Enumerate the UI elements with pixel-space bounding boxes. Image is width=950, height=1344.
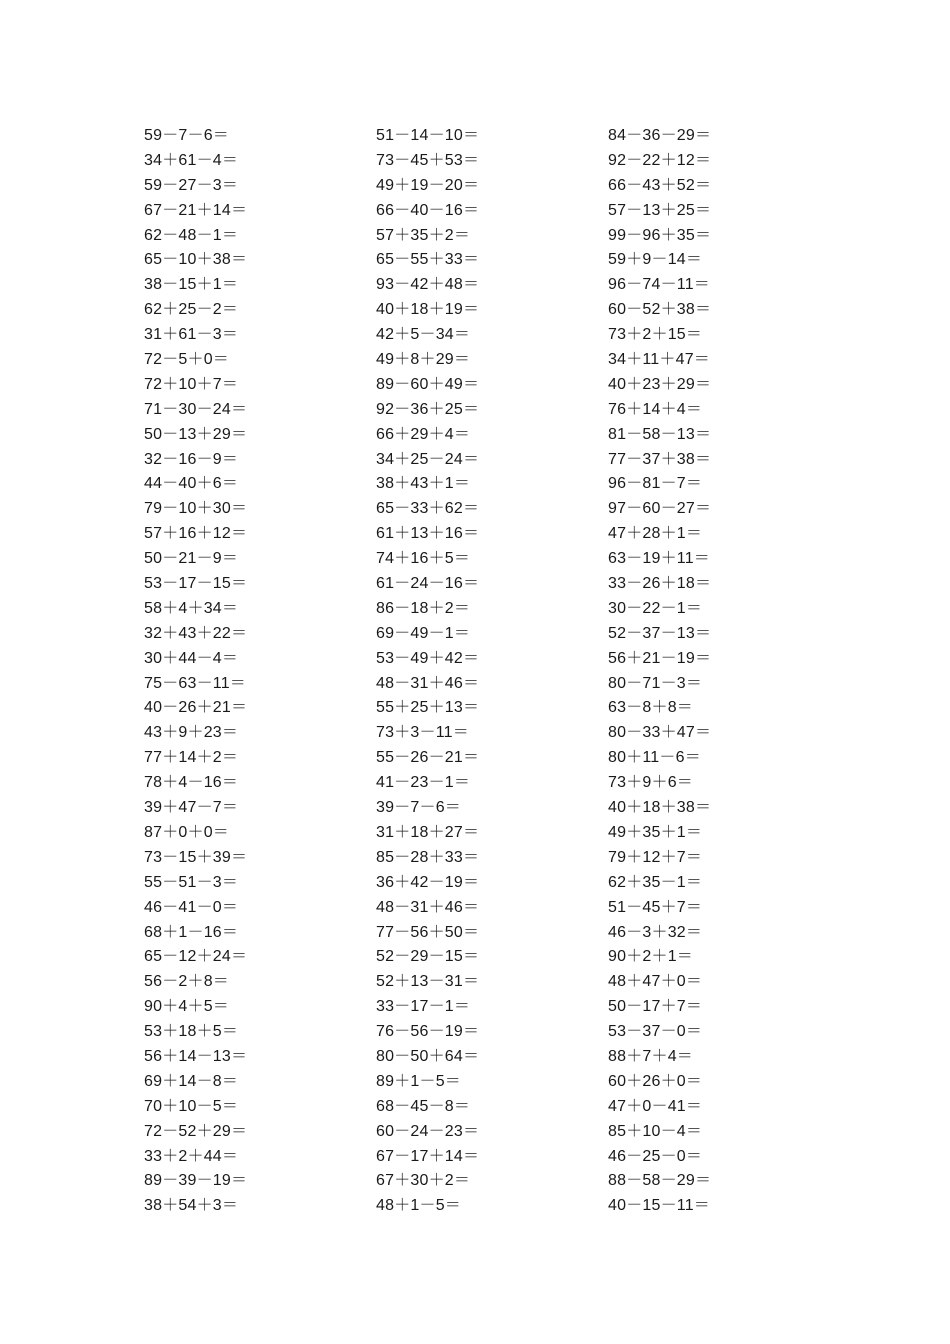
math-problem: 97－60－27＝ xyxy=(608,500,712,518)
math-problem: 60－52＋38＝ xyxy=(608,301,712,319)
math-problem: 73＋3－11＝ xyxy=(376,724,469,742)
math-problem: 71－30－24＝ xyxy=(144,400,248,418)
problem-column-3 xyxy=(608,124,828,1219)
math-problem: 73＋9＋6＝ xyxy=(608,774,693,792)
math-problem: 67－17＋14＝ xyxy=(376,1147,480,1165)
math-problem: 53＋18＋5＝ xyxy=(144,1023,239,1041)
math-problem: 33－17－1＝ xyxy=(376,998,471,1016)
math-problem: 59＋9－14＝ xyxy=(608,251,703,269)
math-problem: 65－12＋24＝ xyxy=(144,948,248,966)
math-problem: 96－74－11＝ xyxy=(608,276,711,294)
math-problem: 40＋23＋29＝ xyxy=(608,375,712,393)
math-problem: 78＋4－16＝ xyxy=(144,774,239,792)
math-problem: 49＋8＋29＝ xyxy=(376,351,471,369)
math-problem: 52－29－15＝ xyxy=(376,948,480,966)
math-problem: 66－40－16＝ xyxy=(376,201,480,219)
math-problem: 47＋28＋1＝ xyxy=(608,525,703,543)
math-problem: 56＋14－13＝ xyxy=(144,1047,248,1065)
math-problem: 90＋2＋1＝ xyxy=(608,948,693,966)
math-problem: 46－41－0＝ xyxy=(144,898,239,916)
math-problem: 65－33＋62＝ xyxy=(376,500,480,518)
math-problem: 57－13＋25＝ xyxy=(608,201,712,219)
math-problem: 76－56－19＝ xyxy=(376,1023,480,1041)
math-problem: 34＋25－24＝ xyxy=(376,450,480,468)
math-problem: 39＋47－7＝ xyxy=(144,799,239,817)
math-problem: 89－39－19＝ xyxy=(144,1172,248,1190)
math-problem: 74＋16＋5＝ xyxy=(376,550,471,568)
math-problem: 65－55＋33＝ xyxy=(376,251,480,269)
math-problem: 48－31＋46＝ xyxy=(376,898,480,916)
math-problem: 88－58－29＝ xyxy=(608,1172,712,1190)
math-problem: 51－14－10＝ xyxy=(376,127,480,144)
math-problem: 90＋4＋5＝ xyxy=(144,998,229,1016)
math-problem: 42＋5－34＝ xyxy=(376,326,471,344)
math-problem: 47＋0－41＝ xyxy=(608,1097,703,1115)
math-problem: 76＋14＋4＝ xyxy=(608,400,703,418)
math-problem: 67＋30＋2＝ xyxy=(376,1172,471,1190)
math-problem: 80－33＋47＝ xyxy=(608,724,712,742)
math-problem: 50－21－9＝ xyxy=(144,550,239,568)
math-problem: 85－28＋33＝ xyxy=(376,848,480,866)
math-problem: 81－58－13＝ xyxy=(608,425,712,443)
math-problem: 62＋25－2＝ xyxy=(144,301,239,319)
math-problem: 32－16－9＝ xyxy=(144,450,239,468)
math-problem: 46－25－0＝ xyxy=(608,1147,703,1165)
math-problem: 33－26＋18＝ xyxy=(608,575,712,593)
math-problem: 77－37＋38＝ xyxy=(608,450,712,468)
math-problem: 73－15＋39＝ xyxy=(144,848,248,866)
math-problem: 73＋2＋15＝ xyxy=(608,326,703,344)
math-problem: 40＋18＋19＝ xyxy=(376,301,480,319)
math-problem: 31＋18＋27＝ xyxy=(376,823,480,841)
math-problem: 36＋42－19＝ xyxy=(376,873,480,891)
math-problem: 89＋1－5＝ xyxy=(376,1072,461,1090)
math-problem: 34＋61－4＝ xyxy=(144,151,239,169)
math-problem: 72＋10＋7＝ xyxy=(144,375,239,393)
math-problem: 38－15＋1＝ xyxy=(144,276,239,294)
math-problem: 52＋13－31＝ xyxy=(376,973,480,991)
math-problem: 40－26＋21＝ xyxy=(144,699,248,717)
math-problem: 89－60＋49＝ xyxy=(376,375,480,393)
math-problem: 65－10＋38＝ xyxy=(144,251,248,269)
math-problem: 86－18＋2＝ xyxy=(376,599,471,617)
math-problem: 60＋26＋0＝ xyxy=(608,1072,703,1090)
math-problem: 39－7－6＝ xyxy=(376,799,461,817)
math-problem: 61＋13＋16＝ xyxy=(376,525,480,543)
math-problem: 46－3＋32＝ xyxy=(608,923,703,941)
math-problem: 68－45－8＝ xyxy=(376,1097,471,1115)
math-problem: 63－8＋8＝ xyxy=(608,699,693,717)
math-problem: 57＋35＋2＝ xyxy=(376,226,471,244)
math-problem: 32＋43＋22＝ xyxy=(144,624,248,642)
math-problem: 40－15－11＝ xyxy=(608,1197,711,1215)
math-problem: 87＋0＋0＝ xyxy=(144,823,229,841)
math-problem: 66＋29＋4＝ xyxy=(376,425,471,443)
math-problem: 77－56＋50＝ xyxy=(376,923,480,941)
math-problem: 92－22＋12＝ xyxy=(608,151,712,169)
problem-column-1 xyxy=(144,124,364,1219)
math-problem: 70＋10－5＝ xyxy=(144,1097,239,1115)
math-problem: 44－40＋6＝ xyxy=(144,475,239,493)
math-problem: 50－13＋29＝ xyxy=(144,425,248,443)
math-problem: 69－49－1＝ xyxy=(376,624,471,642)
math-problem: 66－43＋52＝ xyxy=(608,176,712,194)
math-problem: 79－10＋30＝ xyxy=(144,500,248,518)
math-problem: 34＋11＋47＝ xyxy=(608,351,711,369)
math-problem: 99－96＋35＝ xyxy=(608,226,712,244)
math-problem: 48＋47＋0＝ xyxy=(608,973,703,991)
math-problem: 59－7－6＝ xyxy=(144,127,229,144)
math-problem: 55－26－21＝ xyxy=(376,749,480,767)
math-problem: 67－21＋14＝ xyxy=(144,201,248,219)
math-problem: 58＋4＋34＝ xyxy=(144,599,239,617)
math-problem: 69＋14－8＝ xyxy=(144,1072,239,1090)
math-problem: 53－17－15＝ xyxy=(144,575,248,593)
math-problem: 79＋12＋7＝ xyxy=(608,848,703,866)
math-problem: 75－63－11＝ xyxy=(144,674,247,692)
math-problem: 59－27－3＝ xyxy=(144,176,239,194)
math-problem: 49＋19－20＝ xyxy=(376,176,480,194)
math-problem: 72－5＋0＝ xyxy=(144,351,229,369)
math-problem: 30＋44－4＝ xyxy=(144,649,239,667)
math-problem: 80－50＋64＝ xyxy=(376,1047,480,1065)
math-problem: 30－22－1＝ xyxy=(608,599,703,617)
math-problem: 51－45＋7＝ xyxy=(608,898,703,916)
math-problem: 53－49＋42＝ xyxy=(376,649,480,667)
math-problem: 72－52＋29＝ xyxy=(144,1122,248,1140)
math-problem: 63－19＋11＝ xyxy=(608,550,711,568)
math-problem: 73－45＋53＝ xyxy=(376,151,480,169)
math-problem: 62－48－1＝ xyxy=(144,226,239,244)
math-problem: 68＋1－16＝ xyxy=(144,923,239,941)
math-problem: 43＋9＋23＝ xyxy=(144,724,239,742)
math-problem: 53－37－0＝ xyxy=(608,1023,703,1041)
math-problem: 41－23－1＝ xyxy=(376,774,471,792)
math-problem: 56＋21－19＝ xyxy=(608,649,712,667)
math-problem: 56－2＋8＝ xyxy=(144,973,229,991)
math-problem: 57＋16＋12＝ xyxy=(144,525,248,543)
math-problem: 49＋35＋1＝ xyxy=(608,823,703,841)
math-problem: 52－37－13＝ xyxy=(608,624,712,642)
math-problem: 33＋2＋44＝ xyxy=(144,1147,239,1165)
math-problem: 50－17＋7＝ xyxy=(608,998,703,1016)
math-problem: 92－36＋25＝ xyxy=(376,400,480,418)
math-problem: 31＋61－3＝ xyxy=(144,326,239,344)
math-problem: 48＋1－5＝ xyxy=(376,1197,461,1215)
math-problem: 80＋11－6＝ xyxy=(608,749,701,767)
math-problem: 93－42＋48＝ xyxy=(376,276,480,294)
math-problem: 40＋18＋38＝ xyxy=(608,799,712,817)
math-problem: 48－31＋46＝ xyxy=(376,674,480,692)
math-problem: 55－51－3＝ xyxy=(144,873,239,891)
math-problem: 85＋10－4＝ xyxy=(608,1122,703,1140)
math-problem: 62＋35－1＝ xyxy=(608,873,703,891)
math-problem: 60－24－23＝ xyxy=(376,1122,480,1140)
math-problem: 88＋7＋4＝ xyxy=(608,1047,693,1065)
math-problem: 96－81－7＝ xyxy=(608,475,703,493)
math-problem: 61－24－16＝ xyxy=(376,575,480,593)
math-problem: 77＋14＋2＝ xyxy=(144,749,239,767)
math-problem: 38＋43＋1＝ xyxy=(376,475,471,493)
math-problem: 55＋25＋13＝ xyxy=(376,699,480,717)
problem-column-2 xyxy=(376,124,596,1219)
math-problem: 80－71－3＝ xyxy=(608,674,703,692)
math-problem: 38＋54＋3＝ xyxy=(144,1197,239,1215)
math-problem: 84－36－29＝ xyxy=(608,127,712,144)
